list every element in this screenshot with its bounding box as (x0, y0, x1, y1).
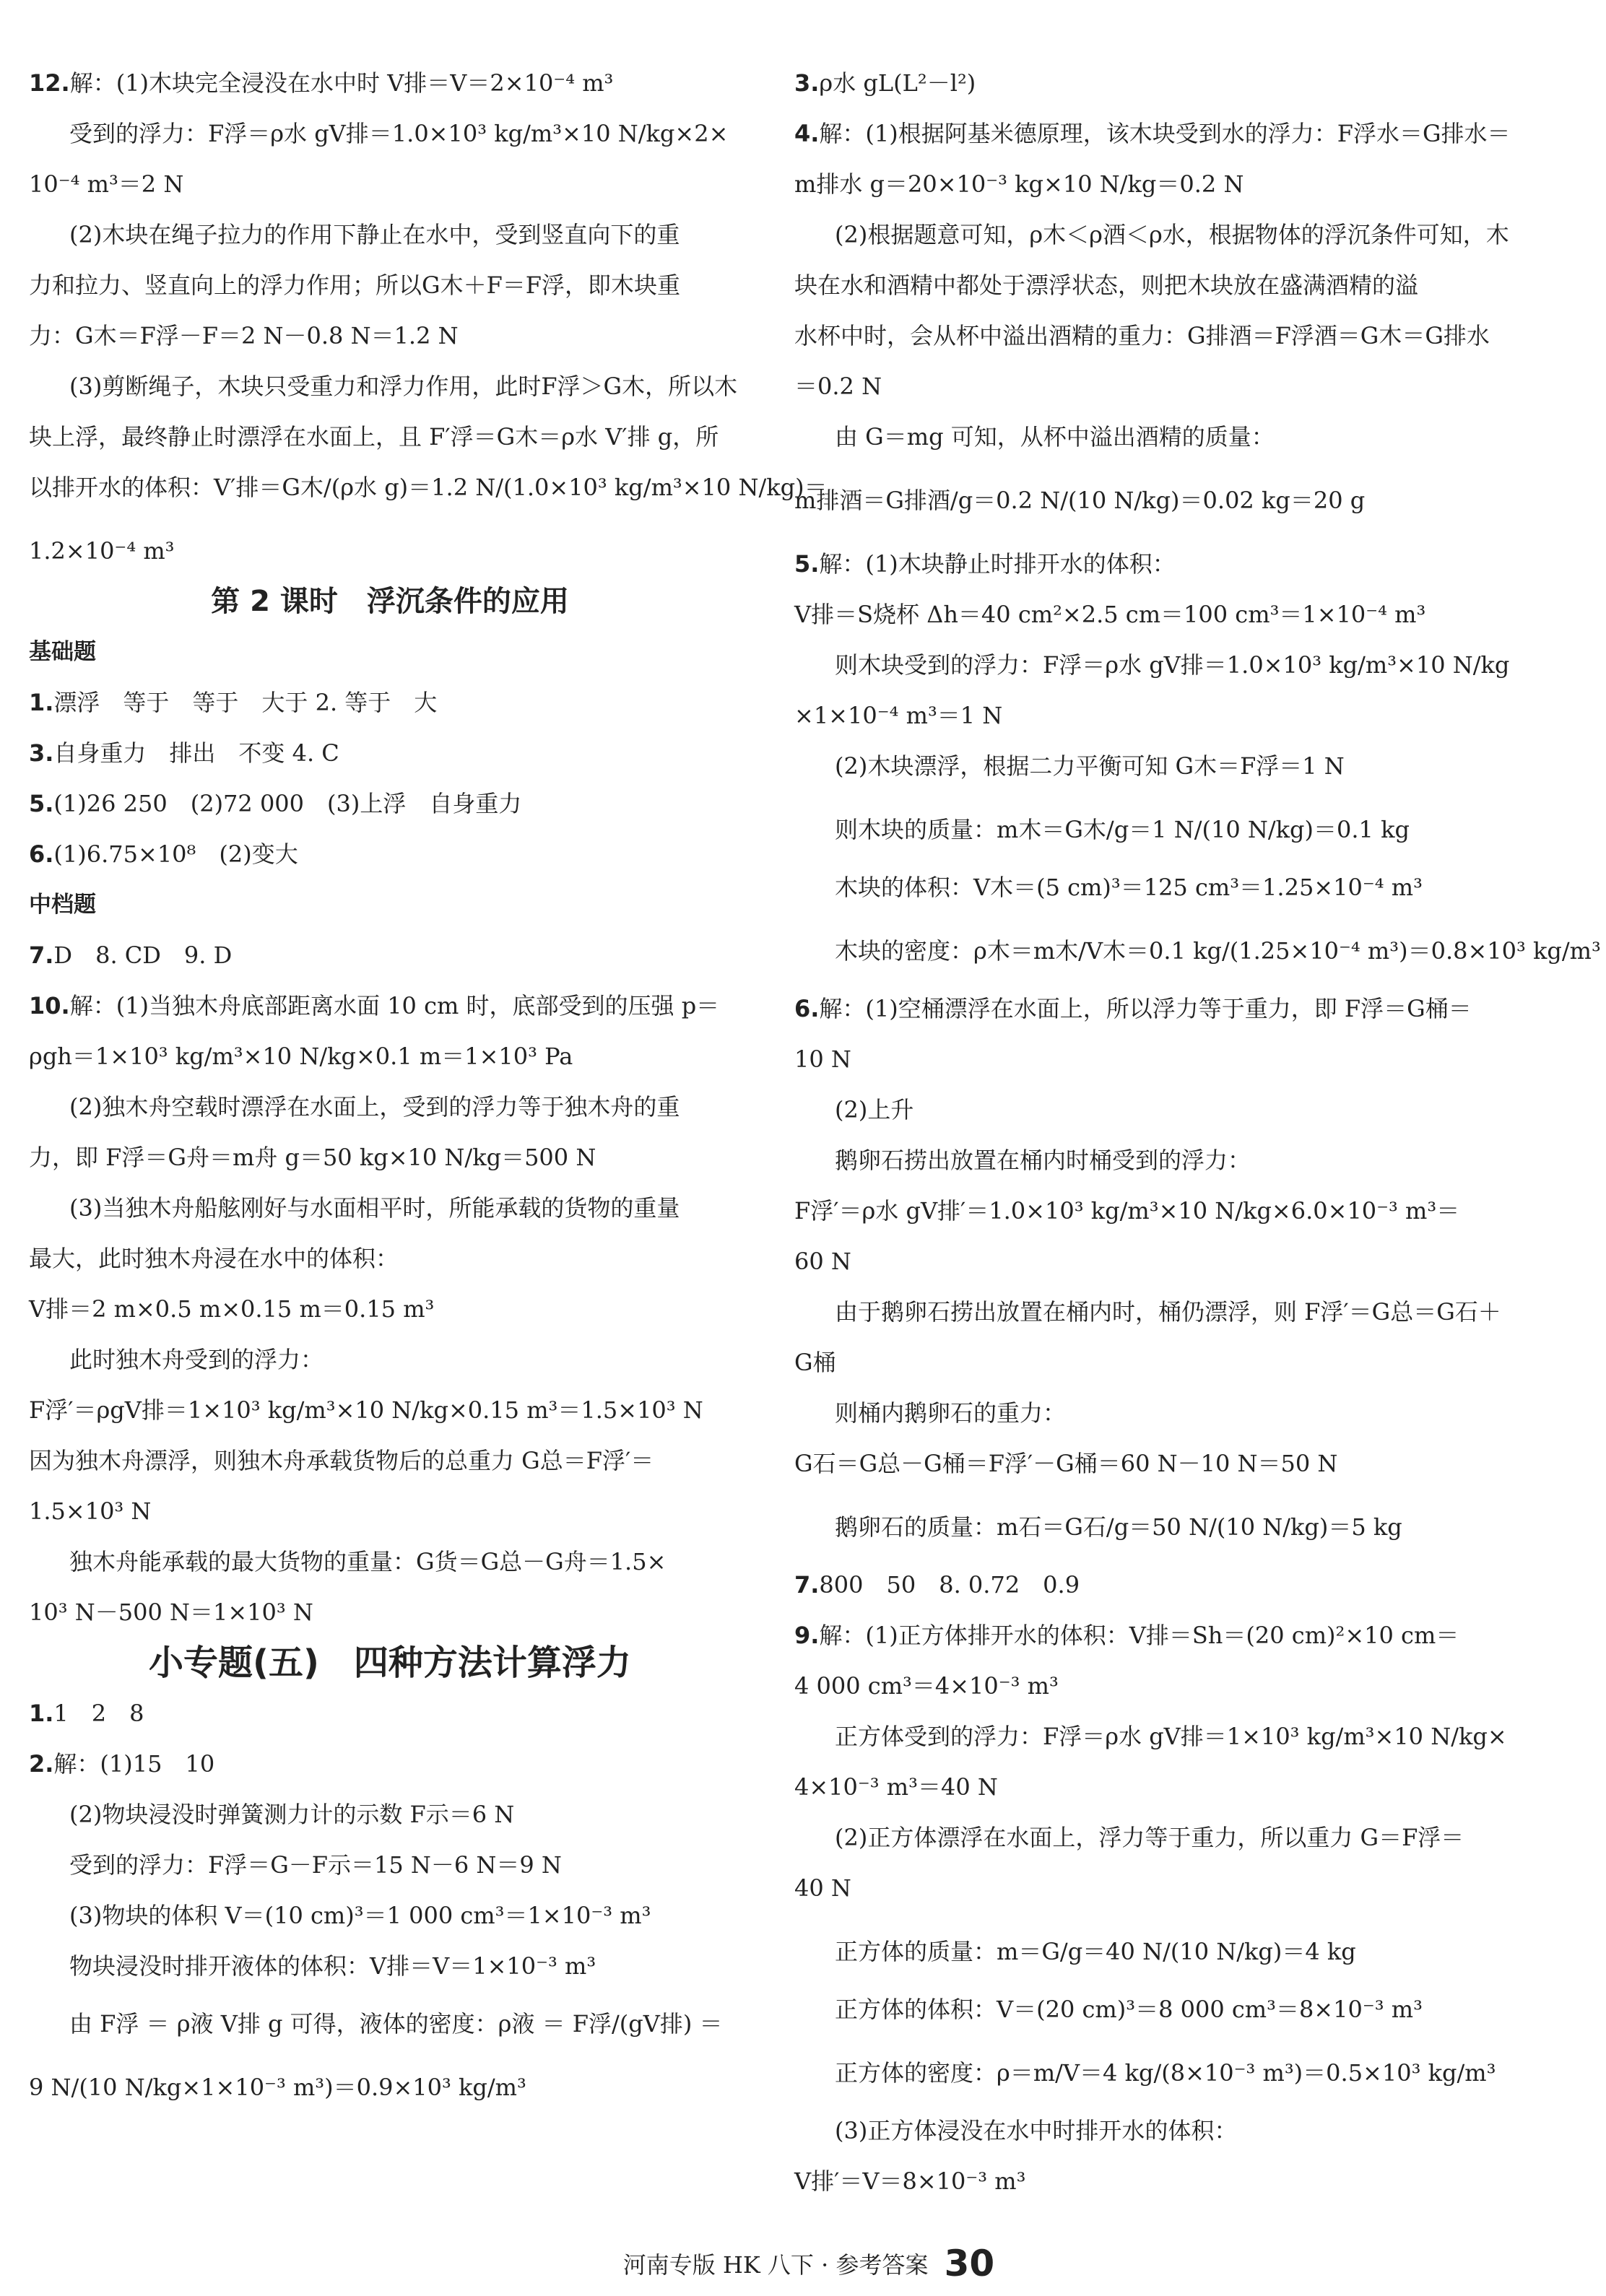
question-number: 2. (29, 1750, 54, 1778)
answer-line (29, 1042, 751, 1071)
answer-text: 9 N/(10 N/kg×1×10⁻³ m³)＝0.9×10³ kg/m³ (29, 2074, 526, 2101)
answer-line (29, 688, 751, 717)
question-number: 3. (29, 739, 54, 767)
answer-text: 解：(1)根据阿基米德原理，该木块受到水的浮力：F浮水＝G排水＝ (819, 120, 1511, 147)
answer-text: ρ水 gL(L²－l²) (819, 69, 976, 97)
answer-line (794, 1513, 1516, 1541)
answer-text: 受到的浮力：F浮＝G－F示＝15 N－6 N＝9 N (69, 1851, 562, 1879)
answer-line (794, 1348, 1516, 1377)
answer-text: 正方体受到的浮力：F浮＝ρ水 gV排＝1×10³ kg/m³×10 N/kg× (835, 1723, 1507, 1750)
question-number: 3. (794, 69, 820, 97)
question-number: 6. (794, 995, 820, 1022)
answer-text: (2)木块在绳子拉力的作用下静止在水中，受到竖直向下的重 (69, 221, 680, 248)
answer-text: (2)根据题意可知，ρ木＜ρ酒＜ρ水，根据物体的浮沉条件可知，木 (835, 221, 1509, 248)
answer-text: 独木舟能承载的最大货物的重量：G货＝G总－G舟＝1.5× (69, 1548, 667, 1575)
question-number: 7. (794, 1571, 820, 1599)
answer-text: 解：(1)正方体排开水的体积：V排＝Sh＝(20 cm)²×10 cm＝ (819, 1622, 1459, 1649)
answer-line (29, 1952, 751, 1980)
right-column (794, 69, 1601, 2196)
page-footer (578, 2245, 1040, 2283)
answer-text: (2)独木舟空载时漂浮在水面上，受到的浮力等于独木舟的重 (69, 1093, 680, 1121)
answer-text: 力，即 F浮＝G舟＝m舟 g＝50 kg×10 N/kg＝500 N (29, 1144, 596, 1171)
section-title: 第 2 课时 浮沉条件的应用 (211, 585, 569, 618)
answer-text: (3)正方体浸没在水中时排开水的体积： (835, 2117, 1238, 2144)
answer-text: D 8. CD 9. D (53, 942, 233, 969)
question-number: 4. (794, 120, 820, 147)
answer-text: (2)物块浸没时弹簧测力计的示数 F示＝6 N (69, 1801, 515, 1828)
answer-text: 受到的浮力：F浮＝ρ水 gV排＝1.0×10³ kg/m³×10 N/kg×2× (69, 120, 729, 147)
answer-line (29, 1800, 751, 1829)
answer-text: F浮′＝ρgV排＝1×10³ kg/m³×10 N/kg×0.15 m³＝1.5×10³ N (29, 1396, 703, 1424)
answer-text: (1)26 250 (2)72 000 (3)上浮 自身重力 (53, 790, 522, 817)
answer-text: 以排开水的体积：V′排＝G木/(ρ水 g)＝1.2 N/(1.0×10³ kg/m³×10 N/kg)＝ (29, 474, 828, 501)
answer-line (794, 1937, 1516, 1966)
answer-text: 10³ N－500 N＝1×10³ N (29, 1599, 313, 1626)
answer-text: (3)当独木舟船舷刚好与水面相平时，所能承载的货物的重量 (69, 1194, 680, 1222)
question-number: 5. (29, 790, 54, 817)
answer-text: G石＝G总－G桶＝F浮′－G桶＝60 N－10 N＝50 N (794, 1450, 1338, 1477)
answer-line (794, 600, 1516, 629)
answer-line (794, 119, 1516, 148)
question-number: 12. (29, 69, 70, 97)
answer-text: 物块浸没时排开液体的体积：V排＝V＝1×10⁻³ m³ (69, 1952, 596, 1980)
answer-text: V排′＝V＝8×10⁻³ m³ (794, 2167, 1026, 2195)
answer-line (794, 1399, 1516, 1427)
answer-line (29, 321, 751, 350)
answer-line (794, 220, 1516, 249)
answer-text: 因为独木舟漂浮，则独木舟承载货物后的总重力 G总＝F浮′＝ (29, 1447, 654, 1474)
answer-text: 木块的体积：V木＝(5 cm)³＝125 cm³＝1.25×10⁻⁴ m³ (835, 874, 1423, 901)
answer-text: 则桶内鹅卵石的重力： (835, 1399, 1067, 1427)
answer-text: 水杯中时，会从杯中溢出酒精的重力：G排酒＝F浮酒＝G木＝G排水 (794, 322, 1490, 349)
answer-text: 漂浮 等于 等于 大于 2. 等于 大 (53, 689, 438, 716)
answer-line (794, 815, 1516, 844)
answer-line (794, 1045, 1516, 1074)
section-title: 小专题(五) 四种方法计算浮力 (149, 1643, 631, 1683)
answer-line (29, 1598, 751, 1627)
answer-line (29, 991, 751, 1020)
answer-text: 正方体的密度：ρ＝m/V＝4 kg/(8×10⁻³ m³)＝0.5×10³ kg/m³ (835, 2059, 1496, 2087)
answer-line (794, 321, 1516, 350)
answer-line (29, 739, 751, 767)
answer-line (794, 1297, 1516, 1326)
answer-text: 解：(1)当独木舟底部距离水面 10 cm 时，底部受到的压强 p＝ (69, 992, 720, 1019)
answer-line (794, 1773, 1516, 1801)
answer-line (29, 840, 751, 869)
answer-text: ρgh＝1×10³ kg/m³×10 N/kg×0.1 m＝1×10³ Pa (29, 1043, 573, 1070)
answer-text: 解：(1)木块静止时排开水的体积： (819, 550, 1176, 578)
answer-text: ＝0.2 N (794, 373, 882, 400)
answer-line (29, 1143, 751, 1172)
answer-line (794, 486, 1516, 515)
answer-text: 则木块受到的浮力：F浮＝ρ水 gV排＝1.0×10³ kg/m³×10 N/kg (835, 651, 1510, 679)
answer-text: ×1×10⁻⁴ m³＝1 N (794, 702, 1003, 729)
answer-line (794, 1621, 1516, 1650)
answer-text: 力和拉力、竖直向上的浮力作用；所以G木＋F＝F浮，即木块重 (29, 271, 680, 299)
answer-line (794, 1722, 1516, 1751)
subsection-label: 中档题 (29, 892, 96, 918)
answer-line (794, 1874, 1516, 1903)
answer-text: 10 N (794, 1045, 851, 1073)
answer-text: 40 N (794, 1874, 851, 1902)
answer-text: (3)剪断绳子，木块只受重力和浮力作用，此时F浮＞G木，所以木 (69, 373, 738, 400)
answer-line (794, 1570, 1516, 1599)
answer-line (794, 701, 1516, 730)
answer-text: 1.5×10³ N (29, 1497, 152, 1525)
answer-text: 正方体的质量：m＝G/g＝40 N/(10 N/kg)＝4 kg (835, 1938, 1356, 1965)
answer-line (29, 2073, 751, 2102)
answer-line (29, 1193, 751, 1222)
answer-line (29, 69, 751, 97)
answer-line (794, 1995, 1516, 2024)
answer-line (29, 1244, 751, 1273)
answer-line (29, 941, 751, 970)
answer-text: (2)木块漂浮，根据二力平衡可知 G木＝F浮＝1 N (835, 752, 1345, 780)
answer-text: 1.2×10⁻⁴ m³ (29, 537, 175, 565)
answer-line (794, 752, 1516, 780)
answer-text: 由于鹅卵石捞出放置在桶内时，桶仍漂浮，则 F浮′＝G总＝G石＋ (835, 1298, 1501, 1326)
answer-line (29, 1497, 751, 1526)
answer-line (29, 1851, 751, 1879)
answer-text: 4×10⁻³ m³＝40 N (794, 1773, 998, 1801)
answer-line (794, 372, 1516, 401)
answer-line (29, 2009, 751, 2038)
answer-text: (2)正方体漂浮在水面上，浮力等于重力，所以重力 G＝F浮＝ (835, 1824, 1464, 1851)
answer-text: 块在水和酒精中都处于漂浮状态，则把木块放在盛满酒精的溢 (794, 271, 1419, 299)
answer-text: 60 N (794, 1248, 851, 1275)
answer-line (29, 1901, 751, 1930)
answer-text: 鹅卵石捞出放置在桶内时桶受到的浮力： (835, 1147, 1251, 1174)
answer-text: 块上浮，最终静止时漂浮在水面上，且 F′浮＝G木＝ρ水 V′排 g，所 (29, 423, 719, 451)
answer-line (794, 873, 1516, 902)
answer-line (794, 1823, 1516, 1852)
answer-line (794, 936, 1601, 965)
answer-line (29, 473, 828, 502)
answer-line (794, 1196, 1516, 1225)
answer-line (794, 271, 1516, 300)
answer-text: 解：(1)空桶漂浮在水面上，所以浮力等于重力，即 F浮＝G桶＝ (819, 995, 1472, 1022)
answer-line (794, 170, 1516, 199)
answer-text: 1 2 8 (53, 1700, 144, 1727)
question-number: 7. (29, 942, 54, 969)
answer-line (29, 789, 751, 818)
answer-line (794, 1146, 1516, 1175)
answer-line (794, 2167, 1516, 2196)
answer-text: 自身重力 排出 不变 4. C (53, 739, 339, 767)
answer-text: F浮′＝ρ水 gV排′＝1.0×10³ kg/m³×10 N/kg×6.0×10⁻³ m³＝ (794, 1197, 1460, 1225)
answer-text: 800 50 8. 0.72 0.9 (819, 1571, 1080, 1599)
question-number: 6. (29, 840, 54, 868)
answer-text: V排＝2 m×0.5 m×0.15 m＝0.15 m³ (29, 1295, 435, 1323)
answer-line (794, 994, 1516, 1023)
answer-line (29, 271, 751, 300)
answer-text: 由 G＝mg 可知，从杯中溢出酒精的质量： (835, 423, 1275, 451)
footer-label: 河南专版 HK 八下 · 参考答案 (622, 2251, 929, 2279)
answer-line (29, 1092, 751, 1121)
answer-text: G桶 (794, 1349, 836, 1376)
answer-line (29, 536, 751, 565)
answer-text: 力：G木＝F浮－F＝2 N－0.8 N＝1.2 N (29, 322, 459, 349)
question-number: 9. (794, 1622, 820, 1649)
answer-text: 则木块的质量：m木＝G木/g＝1 N/(10 N/kg)＝0.1 kg (835, 816, 1410, 843)
question-number: 1. (29, 1700, 54, 1727)
answer-line (29, 220, 751, 249)
answer-line (794, 2116, 1516, 2145)
answer-line (794, 1671, 1516, 1700)
answer-text: (3)物块的体积 V＝(10 cm)³＝1 000 cm³＝1×10⁻³ m³ (69, 1902, 651, 1929)
answer-text: 10⁻⁴ m³＝2 N (29, 170, 184, 198)
answer-line (29, 1446, 751, 1475)
answer-text: 最大，此时独木舟浸在水中的体积： (29, 1245, 399, 1272)
answer-line (794, 1247, 1516, 1276)
answer-text: 由 F浮 ＝ ρ液 V排 g 可得，液体的密度：ρ液 ＝ F浮/(gV排) ＝ (69, 2010, 723, 2038)
answer-line (29, 1547, 751, 1576)
question-number: 5. (794, 550, 820, 578)
answer-text: V排＝S烧杯 Δh＝40 cm²×2.5 cm＝100 cm³＝1×10⁻⁴ m³ (794, 601, 1426, 628)
answer-line (794, 651, 1516, 679)
answer-text: m排水 g＝20×10⁻³ kg×10 N/kg＝0.2 N (794, 170, 1244, 198)
answer-line (29, 1749, 751, 1778)
answer-line (29, 1699, 751, 1728)
page-number: 30 (944, 2243, 995, 2284)
subsection-label: 基础题 (29, 639, 96, 665)
answer-line (29, 372, 751, 401)
answer-text: 4 000 cm³＝4×10⁻³ m³ (794, 1672, 1059, 1700)
question-number: 10. (29, 992, 70, 1019)
answer-line (29, 422, 751, 451)
answer-text: 正方体的体积：V＝(20 cm)³＝8 000 cm³＝8×10⁻³ m³ (835, 1996, 1423, 2023)
answer-text: 解：(1)木块完全浸没在水中时 V排＝V＝2×10⁻⁴ m³ (69, 69, 614, 97)
answer-line (29, 1345, 751, 1374)
answer-text: (2)上升 (835, 1096, 914, 1123)
answer-text: 此时独木舟受到的浮力： (69, 1346, 324, 1373)
answer-text: 解：(1)15 10 (53, 1750, 215, 1778)
answer-line (794, 69, 1516, 97)
answer-line (794, 1095, 1516, 1124)
answer-line (794, 2058, 1516, 2087)
answer-line (794, 1449, 1516, 1478)
question-number: 1. (29, 689, 54, 716)
answer-text: 木块的密度：ρ木＝m木/V木＝0.1 kg/(1.25×10⁻⁴ m³)＝0.8×10³ kg/m³ (835, 937, 1601, 965)
answer-line (794, 422, 1516, 451)
answer-line (29, 170, 751, 199)
answer-line (29, 1295, 751, 1323)
answer-line (794, 549, 1516, 578)
answer-text: (1)6.75×10⁸ (2)变大 (53, 840, 298, 868)
answer-text: m排酒＝G排酒/g＝0.2 N/(10 N/kg)＝0.02 kg＝20 g (794, 487, 1366, 514)
answer-line (29, 1396, 751, 1425)
answer-line (29, 119, 751, 148)
answer-text: 鹅卵石的质量：m石＝G石/g＝50 N/(10 N/kg)＝5 kg (835, 1513, 1402, 1541)
